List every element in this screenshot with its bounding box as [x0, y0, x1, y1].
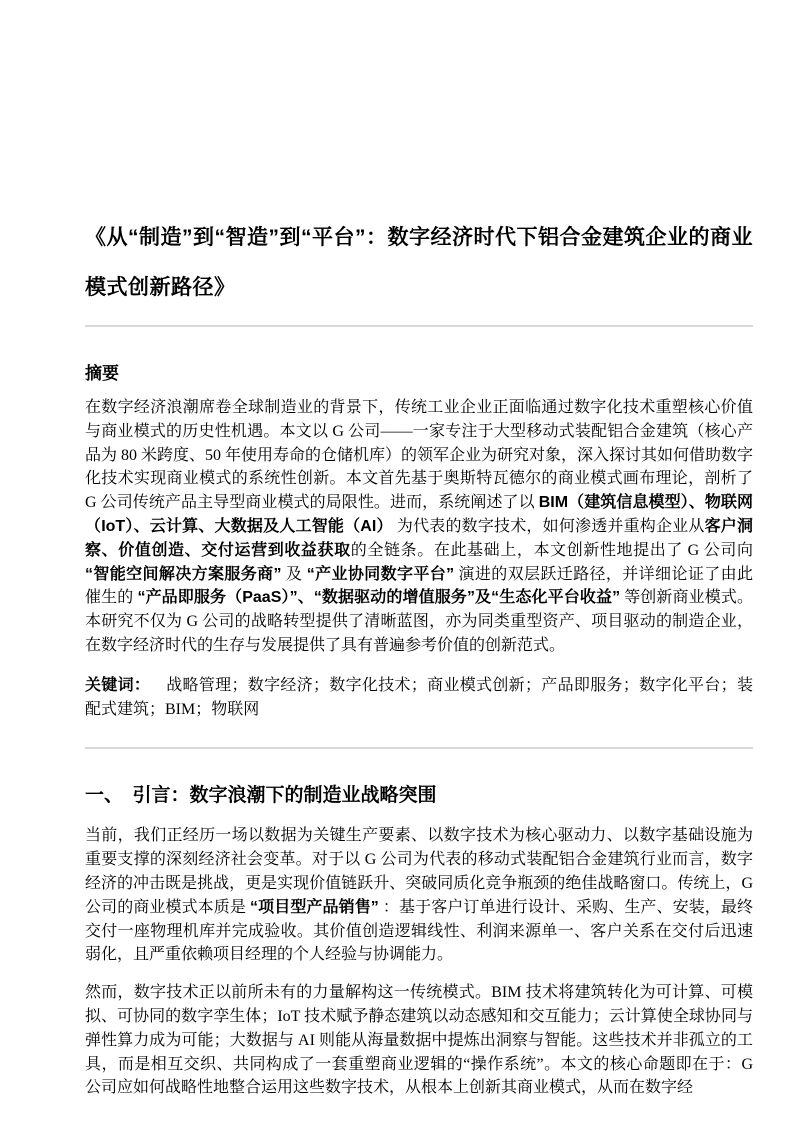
- text-run: 等创新商业模式。本研究不仅为 G 公司的战略转型提供了清晰蓝图，亦为同类重型资产、项目驱动的制造企业，在数字经济时代的生存与发展提供了具有普遍参考价值的创新范式。: [85, 589, 753, 654]
- bold-text-run: “项目型产品销售”: [250, 898, 379, 916]
- section-1-paragraph-1: [85, 824, 753, 967]
- text-run: 然而，数字技术正以前所未有的力量解构这一传统模式。BIM 技术将建筑转化为可计算、可模拟、可协同的数字孪生体；IoT 技术赋予静态建筑以动态感知和交互能力；云计算使全球协同与弹性算力成为可能；大数据与 AI 则能从海量数据中提炼出洞察与智能。这些技术并非孤立的工具，而是相互交织、共同构成了一套重塑商业逻辑的“操作系统”。本文的核心命题即在于：G 公司应如何战略性地整合运用这些数字技术，从根本上创新其商业模式，从而在数字经: [85, 984, 753, 1097]
- paper-title: 《从“制造”到“智造”到“平台”：数字经济时代下铝合金建筑企业的商业模式创新路径》: [85, 226, 753, 299]
- text-run: 当前，我们正经历一场以数据为关键生产要素、以数字技术为核心驱动力、以数字基础设施为重要支撑的深刻经济社会变革。对于以 G 公司为代表的移动式装配铝合金建筑行业而言，数字经济的冲击既是挑战，更是实现价值链跃升、突破同质化竞争瓶颈的绝佳战略窗口。传统上，G 公司的商业模式本质是: [85, 827, 753, 916]
- abstract-heading: 摘要: [85, 364, 119, 383]
- abstract-body: [85, 396, 753, 658]
- bold-text-run: “智能空间解决方案服务商”: [85, 565, 282, 583]
- title-divider: [85, 325, 753, 327]
- keywords-paragraph: [85, 674, 753, 722]
- text-run: 演进的双层跃迁路径，并详细论证了由此催生的: [85, 565, 753, 607]
- text-run: 为代表的数字技术，如何渗透并重构企业从: [392, 517, 705, 535]
- text-run: 在数字经济浪潮席卷全球制造业的背景下，传统工业企业正面临通过数字化技术重塑核心价值与商业模式的历史性机遇。本文以 G 公司——一家专注于大型移动式装配铝合金建筑（核心产品为 80 米跨度、50 年使用寿命的仓储机库）的领军企业为研究对象，深入探讨其如何借助数字化技术实现商业模式的系统性创新。本文首先基于奥斯特瓦德尔的商业模式画布理论，剖析了 G 公司传统产品主导型商业模式的局限性。进而，系统阐述了以: [85, 399, 754, 512]
- text-run: ：基于客户订单进行设计、采购、生产、安装，最终交付一座物理机库并完成验收。其价值创造逻辑线性、利润来源单一、客户关系在交付后迅速弱化，且严重依赖项目经理的个人经验与协调能力。: [85, 898, 753, 964]
- bold-text-run: “产业协同数字平台”: [306, 565, 455, 583]
- keywords-label: 关键词：: [85, 676, 151, 694]
- bold-text-run: BIM（建筑信息模型）、物联网（IoT）、云计算、大数据及人工智能（AI）: [85, 494, 753, 535]
- bold-text-run: “产品即服务（PaaS）”、“数据驱动的增值服务”及“生态化平台收益”: [137, 589, 621, 607]
- keywords-text: 战略管理；数字经济；数字化技术；商业模式创新；产品即服务；数字化平台；装配式建筑；BIM；物联网: [85, 676, 753, 718]
- bold-text-run: 客户洞察、价值创造、交付运营到收益获取: [85, 517, 753, 559]
- section-1-paragraph-2: [85, 981, 753, 1100]
- text-run: 及: [281, 565, 307, 583]
- section-divider: [85, 747, 753, 749]
- text-run: 的全链条。在此基础上，本文创新性地提出了 G 公司向: [350, 541, 753, 559]
- section-1-heading: 一、 引言：数字浪潮下的制造业战略突围: [85, 785, 437, 807]
